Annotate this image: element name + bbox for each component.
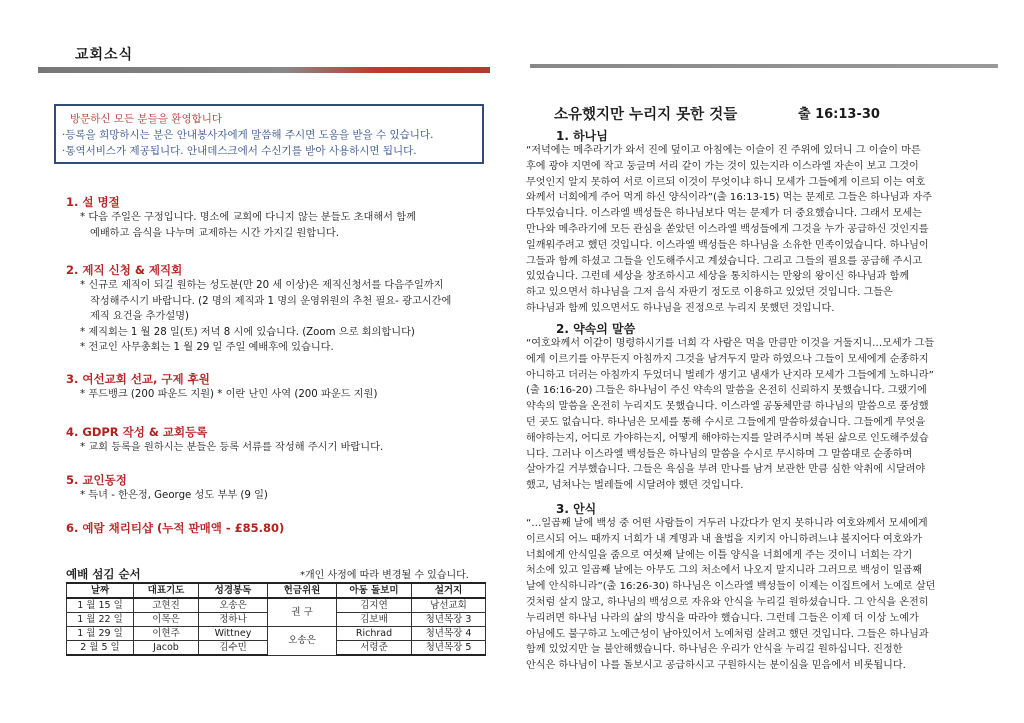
notice-line: * 신규로 제직이 되길 원하는 성도분(만 20 세 이상)은 제직신청서를 다음주일까지 <box>80 280 444 291</box>
sermon-paragraph-3 <box>526 516 1006 674</box>
welcome-line-3: ·통역서비스가 제공됩니다. 안내데스크에서 수신기를 받아 사용하시면 됩니다. <box>62 145 417 157</box>
paragraph-line: 있었습니다. 그런데 세상을 창조하시고 세상을 통치하시는 만왕의 왕이신 하나님과 함께 <box>526 271 910 283</box>
paragraph-line: 것처럼 살지 않고, 하나님의 백성으로 자유와 안식을 누리길 원하셨습니다. 그 안식을 온전히 <box>526 596 929 608</box>
welcome-box <box>54 104 484 164</box>
column-header: 아동 돌보미 <box>337 583 412 598</box>
welcome-line-1: 방문하신 모든 분들을 환영합니다 <box>70 113 223 125</box>
table-cell: Richrad <box>337 627 412 641</box>
scripture-reference: 출 16:13-30 <box>798 107 880 122</box>
table-cell: 이현주 <box>134 627 199 641</box>
right-page <box>512 0 1024 723</box>
notice-item-5 <box>66 472 268 504</box>
paragraph-line: 너희에게 안식일을 줌으로 여섯째 날에는 이틀 양식을 너희에게 주는 것이니 너희는 각기 <box>526 549 913 561</box>
table-cell: 1 월 15 일 <box>67 598 134 613</box>
column-header: 대표기도 <box>134 583 199 598</box>
paragraph-line: 후에 광야 지면에 작고 둥글며 서리 같이 가는 것이 있는지라 이스라엘 자손이 보고 그것이 <box>526 160 919 172</box>
table-cell: 청년목장 4 <box>412 627 486 641</box>
paragraph-line: “저녁에는 메추라기가 와서 진에 덮이고 아침에는 이슬이 진 주위에 있더니 그 이슬이 마른 <box>526 145 921 156</box>
column-header: 성경봉독 <box>199 583 268 598</box>
table-cell: 2 월 5 일 <box>67 641 134 656</box>
notice-line: * 교회 등록을 원하시는 분들은 등록 서류를 작성해 주시기 바랍니다. <box>80 442 384 453</box>
paragraph-line: 이르시되 어느 때까지 너희가 내 계명과 내 율법을 지키지 아니하려느냐 볼지어다 여호와가 <box>526 533 923 545</box>
paragraph-line: 던 곳도 없습니다. 하나님은 모세를 통해 수시로 그들에게 말씀하셨습니다. 그들에게 무엇을 <box>526 416 926 428</box>
column-header: 설거지 <box>412 583 486 598</box>
paragraph-line: 누리려면 하나님 나라의 삶의 방식을 따라야 했습니다. 그런데 그들은 이제 더 이상 노예가 <box>526 612 919 624</box>
paragraph-line: 니다. 그러나 이스라엘 백성들은 하나님의 말씀을 수시로 무시하며 그 말씀대로 순종하며 <box>526 448 913 460</box>
paragraph-line: 약속의 말씀을 온전히 누리지도 못했습니다. 이스라엘 공동체만큼 하나님의 말씀으로 풍성했 <box>526 401 929 413</box>
notice-line: * 푸드뱅크 (200 파운드 지원) * 이란 난민 사역 (200 파운드 지원) <box>80 389 378 400</box>
paragraph-line: 처소에 있고 일곱째 날에는 아무도 그의 처소에서 나오지 말지니라 그러므로 백성이 일곱째 <box>526 565 923 577</box>
paragraph-line: 다투었습니다. 이스라엘 백성들은 하나님보다 먹는 문제가 더 중요했습니다. 그래서 모세는 <box>526 208 923 220</box>
sermon-point-heading: 2. 약속의 말씀 <box>556 322 636 336</box>
paragraph-line: 아님에도 불구하고 노예근성이 남아있어서 노예처럼 살려고 했던 것입니다. 그들은 하나님과 <box>526 628 929 640</box>
table-cell: 김보배 <box>337 613 412 627</box>
paragraph-line: “여호와께서 이같이 명령하시기를 너희 각 사람은 먹을 만큼만 이것을 거둘지니…모세가 그들 <box>526 338 935 349</box>
notice-line: 작성해주시기 바랍니다. (2 명의 제직과 1 명의 운영위원의 추천 필요- 광고시간에 <box>90 295 452 307</box>
table-cell: 고현진 <box>134 598 199 613</box>
notice-item-3 <box>66 371 377 403</box>
notice-line: * 다음 주일은 구정입니다. 명소에 교회에 다니지 않는 분들도 초대해서 함께 <box>80 212 416 223</box>
sermon-title: 소유했지만 누리지 못한 것들 <box>554 107 738 123</box>
table-row <box>67 627 486 641</box>
paragraph-line: 해야하는지, 어디로 가야하는지, 어떻게 해야하는지를 알려주시며 복된 삶으로 인도해주셨습 <box>526 432 929 444</box>
paragraph-line: 하나님과 함께 있으면서도 하나님을 진정으로 누리지 못했던 것입니다. <box>526 302 835 314</box>
paragraph-line: 그들과 함께 하셨고 그들을 인도해주시고 계셨습니다. 그리고 그들의 필요를 공급해 주시고 <box>526 255 923 267</box>
paragraph-line: 했고, 넘쳐나는 벌레들에 시달려야 했던 것입니다. <box>526 480 744 492</box>
welcome-line-2: ·등록을 희망하시는 분은 안내봉사자에게 말씀해 주시면 도움을 받을 수 있습니다. <box>62 129 434 141</box>
paragraph-line: 아니하고 더러는 아침까지 두었더니 벌레가 생기고 냄새가 난지라 모세가 그들에게 노하니라” <box>526 369 934 381</box>
notice-heading: 3. 여선교회 선교, 구제 후원 <box>66 372 210 386</box>
table-cell: 오송은 <box>199 598 268 613</box>
title-divider <box>38 67 490 73</box>
paragraph-line: 함께 있었지만 늘 불안해했습니다. 하나님은 우리가 안식을 누리길 원하십니다. 진정한 <box>526 644 903 656</box>
table-cell: 남선교회 <box>412 598 486 613</box>
table-cell: 김수민 <box>199 641 268 656</box>
table-cell: 1 월 22 일 <box>67 613 134 627</box>
table-cell: 서령준 <box>337 641 412 656</box>
table-cell: 1 월 29 일 <box>67 627 134 641</box>
table-cell: 김지연 <box>337 598 412 613</box>
paragraph-line: “…일곱째 날에 백성 중 어떤 사람들이 거두러 나갔다가 얻지 못하니라 여호와께서 모세에게 <box>526 518 928 529</box>
notice-heading: 2. 제직 신청 & 제직회 <box>66 263 183 277</box>
notice-heading: 4. GDPR 작성 & 교회등록 <box>66 425 208 439</box>
paragraph-line: 살아가길 거부했습니다. 그들은 욕심을 부려 만나를 남겨 보관한 만큼 심한 악취에 시달려야 <box>526 464 926 476</box>
table-row <box>67 598 486 613</box>
notice-line: * 득녀 - 한은정, George 성도 부부 (9 일) <box>80 490 268 501</box>
notice-line: * 전교인 사무총회는 1 월 29 일 주일 예배후에 있습니다. <box>80 342 334 353</box>
schedule-title: 예배 섬김 순서 <box>66 567 141 581</box>
notice-item-2 <box>66 262 451 356</box>
notice-item-4 <box>66 424 383 456</box>
table-cell: 청년목장 5 <box>412 641 486 656</box>
paragraph-line: 와께서 너희에게 주어 먹게 하신 양식이라”(출 16:13-15) 먹는 문제로 그들은 하나님과 자주 <box>526 192 932 204</box>
sermon-paragraph-2 <box>526 336 1006 494</box>
paragraph-line: 에게 이르기를 아무든지 아침까지 그것을 남겨두지 말라 하였으나 그들이 모세에게 순종하지 <box>526 353 929 365</box>
page-title: 교회소식 <box>75 47 134 63</box>
table-cell: Wittney <box>199 627 268 641</box>
paragraph-line: 안식은 하나님이 나를 돌보시고 공급하시고 구원하시는 분이심을 믿음에서 비롯됩니다. <box>526 660 906 672</box>
notice-line: 제직 요건을 추가설명) <box>90 311 190 322</box>
sermon-paragraph-1 <box>526 143 1006 317</box>
schedule-table <box>66 582 486 656</box>
table-cell: 정하나 <box>199 613 268 627</box>
notice-heading: 5. 교인동정 <box>66 473 127 487</box>
notice-line: 예배하고 음식을 나누며 교제하는 시간 가지길 원합니다. <box>90 227 340 239</box>
table-header-row <box>67 583 486 598</box>
notice-heading: 6. 예람 채리티샵 (누적 판매액 - £85.80) <box>66 521 285 535</box>
notice-item-1 <box>66 194 416 241</box>
paragraph-line: 하고 있으면서 하나님을 그저 음식 자판기 정도로 이용하고 있었던 것입니다. 그들은 <box>526 287 893 299</box>
table-cell: Jacob <box>134 641 199 656</box>
table-cell: 오송은 <box>268 627 337 656</box>
paragraph-line: (출 16:16-20) 그들은 하나님이 주신 약속의 말씀을 온전히 신뢰하지 못했습니다. 그랬기에 <box>526 385 927 397</box>
schedule-note: *개인 사정에 따라 변경될 수 있습니다. <box>300 570 469 581</box>
paragraph-line: 무엇인지 알지 못하여 서로 이르되 이것이 무엇이냐 하니 모세가 그들에게 이르되 이는 여호 <box>526 176 926 188</box>
table-cell: 권 구 <box>268 598 337 627</box>
sermon-point-heading: 3. 안식 <box>556 502 597 516</box>
column-header: 헌금위원 <box>268 583 337 598</box>
table-cell: 청년목장 3 <box>412 613 486 627</box>
notice-heading: 1. 설 명절 <box>66 195 120 209</box>
title-divider <box>530 64 998 68</box>
table-cell: 이목은 <box>134 613 199 627</box>
notice-line: * 제직회는 1 월 28 일(토) 저녁 8 시에 있습니다. (Zoom 으로 회의합니다) <box>80 326 415 338</box>
paragraph-line: 날에 안식하니라”(출 16:26-30) 하나님은 이스라엘 백성들이 이제는 이집트에서 노예로 살던 <box>526 581 936 593</box>
column-header: 날짜 <box>67 583 134 598</box>
sermon-point-heading: 1. 하나님 <box>556 129 608 143</box>
paragraph-line: 만나와 메추라기에 모든 관심을 쏟았던 이스라엘 백성들에게 그것을 누가 공급하신 것인지를 <box>526 223 929 235</box>
notice-item-6 <box>66 520 284 536</box>
paragraph-line: 일깨워주려고 했던 것입니다. 이스라엘 백성들은 하나님을 소유한 민족이었습니다. 하나님이 <box>526 239 929 251</box>
